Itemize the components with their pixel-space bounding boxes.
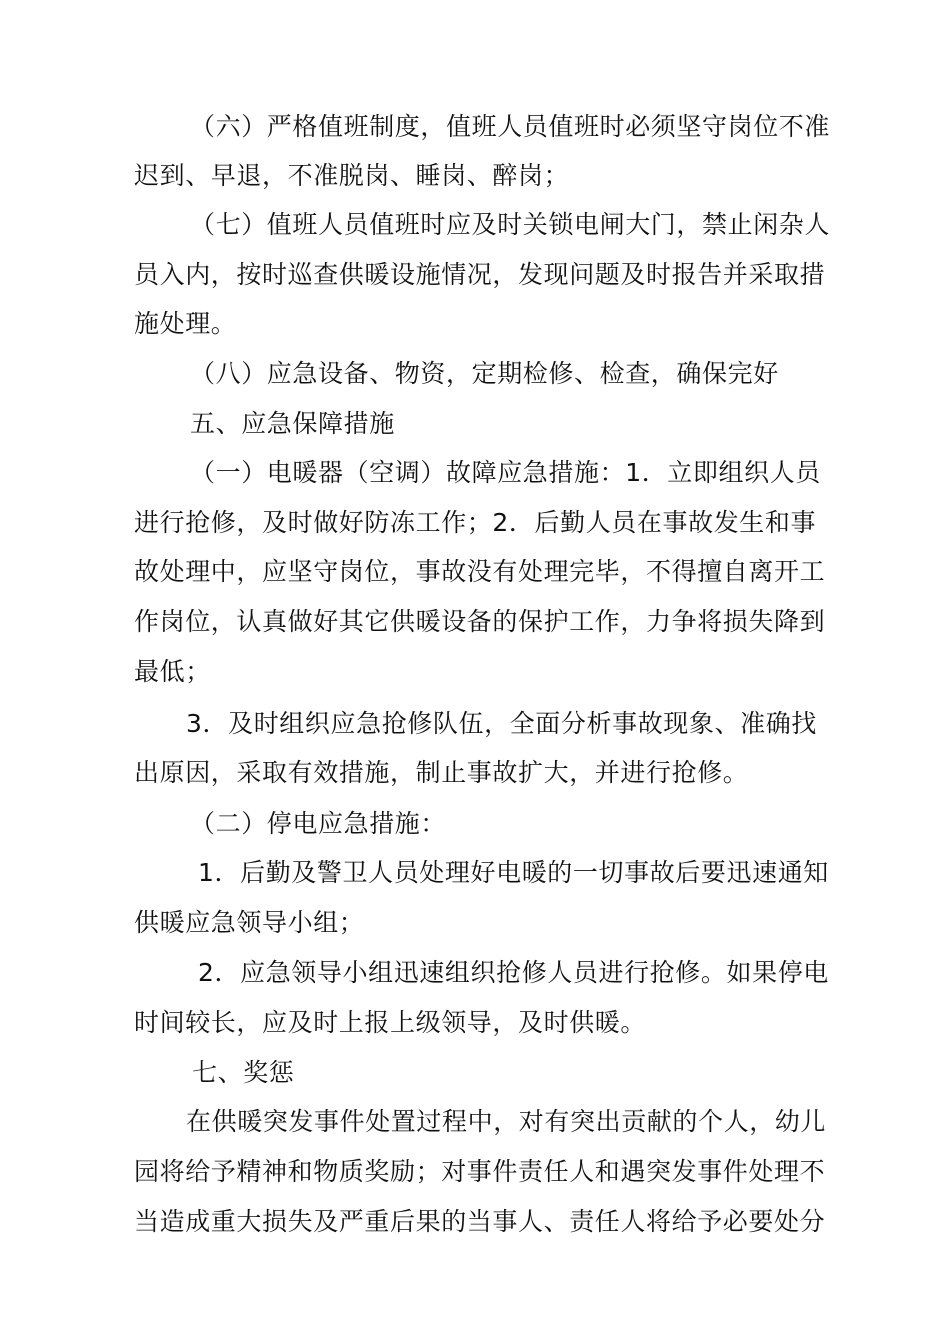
text-line: （一）电暖器（空调）故障应急措施：1．立即组织人员 bbox=[190, 458, 821, 487]
text-line: 2．应急领导小组迅速组织抢修人员进行抢修。如果停电 bbox=[198, 958, 829, 987]
text-line: 时间较长，应及时上报上级领导，及时供暖。 bbox=[134, 1008, 647, 1037]
text-line: 供暖应急领导小组； bbox=[134, 908, 365, 937]
section-heading: 七、奖惩 bbox=[192, 1058, 295, 1087]
text-line: （六）严格值班制度，值班人员值班时必须坚守岗位不准 bbox=[190, 112, 831, 141]
text-line: 进行抢修，及时做好防冻工作；2．后勤人员在事故发生和事 bbox=[134, 508, 817, 537]
text-line: 1．后勤及警卫人员处理好电暖的一切事故后要迅速通知 bbox=[198, 858, 829, 887]
text-line: 3．及时组织应急抢修队伍，全面分析事故现象、准确找 bbox=[186, 709, 817, 738]
section-heading: 五、应急保障措施 bbox=[190, 409, 395, 438]
text-line: （七）值班人员值班时应及时关锁电闸大门，禁止闲杂人 bbox=[190, 210, 831, 239]
text-line: 施处理。 bbox=[134, 309, 237, 338]
text-line: 园将给予精神和物质奖励；对事件责任人和遇突发事件处理不 bbox=[134, 1157, 826, 1186]
text-line: 在供暖突发事件处置过程中，对有突出贡献的个人，幼儿 bbox=[186, 1107, 827, 1136]
text-line: 迟到、早退，不准脱岗、睡岗、醉岗； bbox=[134, 161, 570, 190]
text-line: 当造成重大损失及严重后果的当事人、责任人将给予必要处分 bbox=[134, 1207, 826, 1236]
text-line: 故处理中，应坚守岗位，事故没有处理完毕，不得擅自离开工 bbox=[134, 557, 826, 586]
text-line: 员入内，按时巡查供暖设施情况，发现问题及时报告并采取措 bbox=[134, 260, 826, 289]
text-line: （二）停电应急措施： bbox=[190, 809, 447, 838]
text-line: 出原因，采取有效措施，制止事故扩大，并进行抢修。 bbox=[134, 758, 749, 787]
text-line: 最低； bbox=[134, 657, 211, 686]
text-line: 作岗位，认真做好其它供暖设备的保护工作，力争将损失降到 bbox=[134, 607, 826, 636]
text-line: （八）应急设备、物资，定期检修、检查，确保完好 bbox=[190, 359, 779, 388]
